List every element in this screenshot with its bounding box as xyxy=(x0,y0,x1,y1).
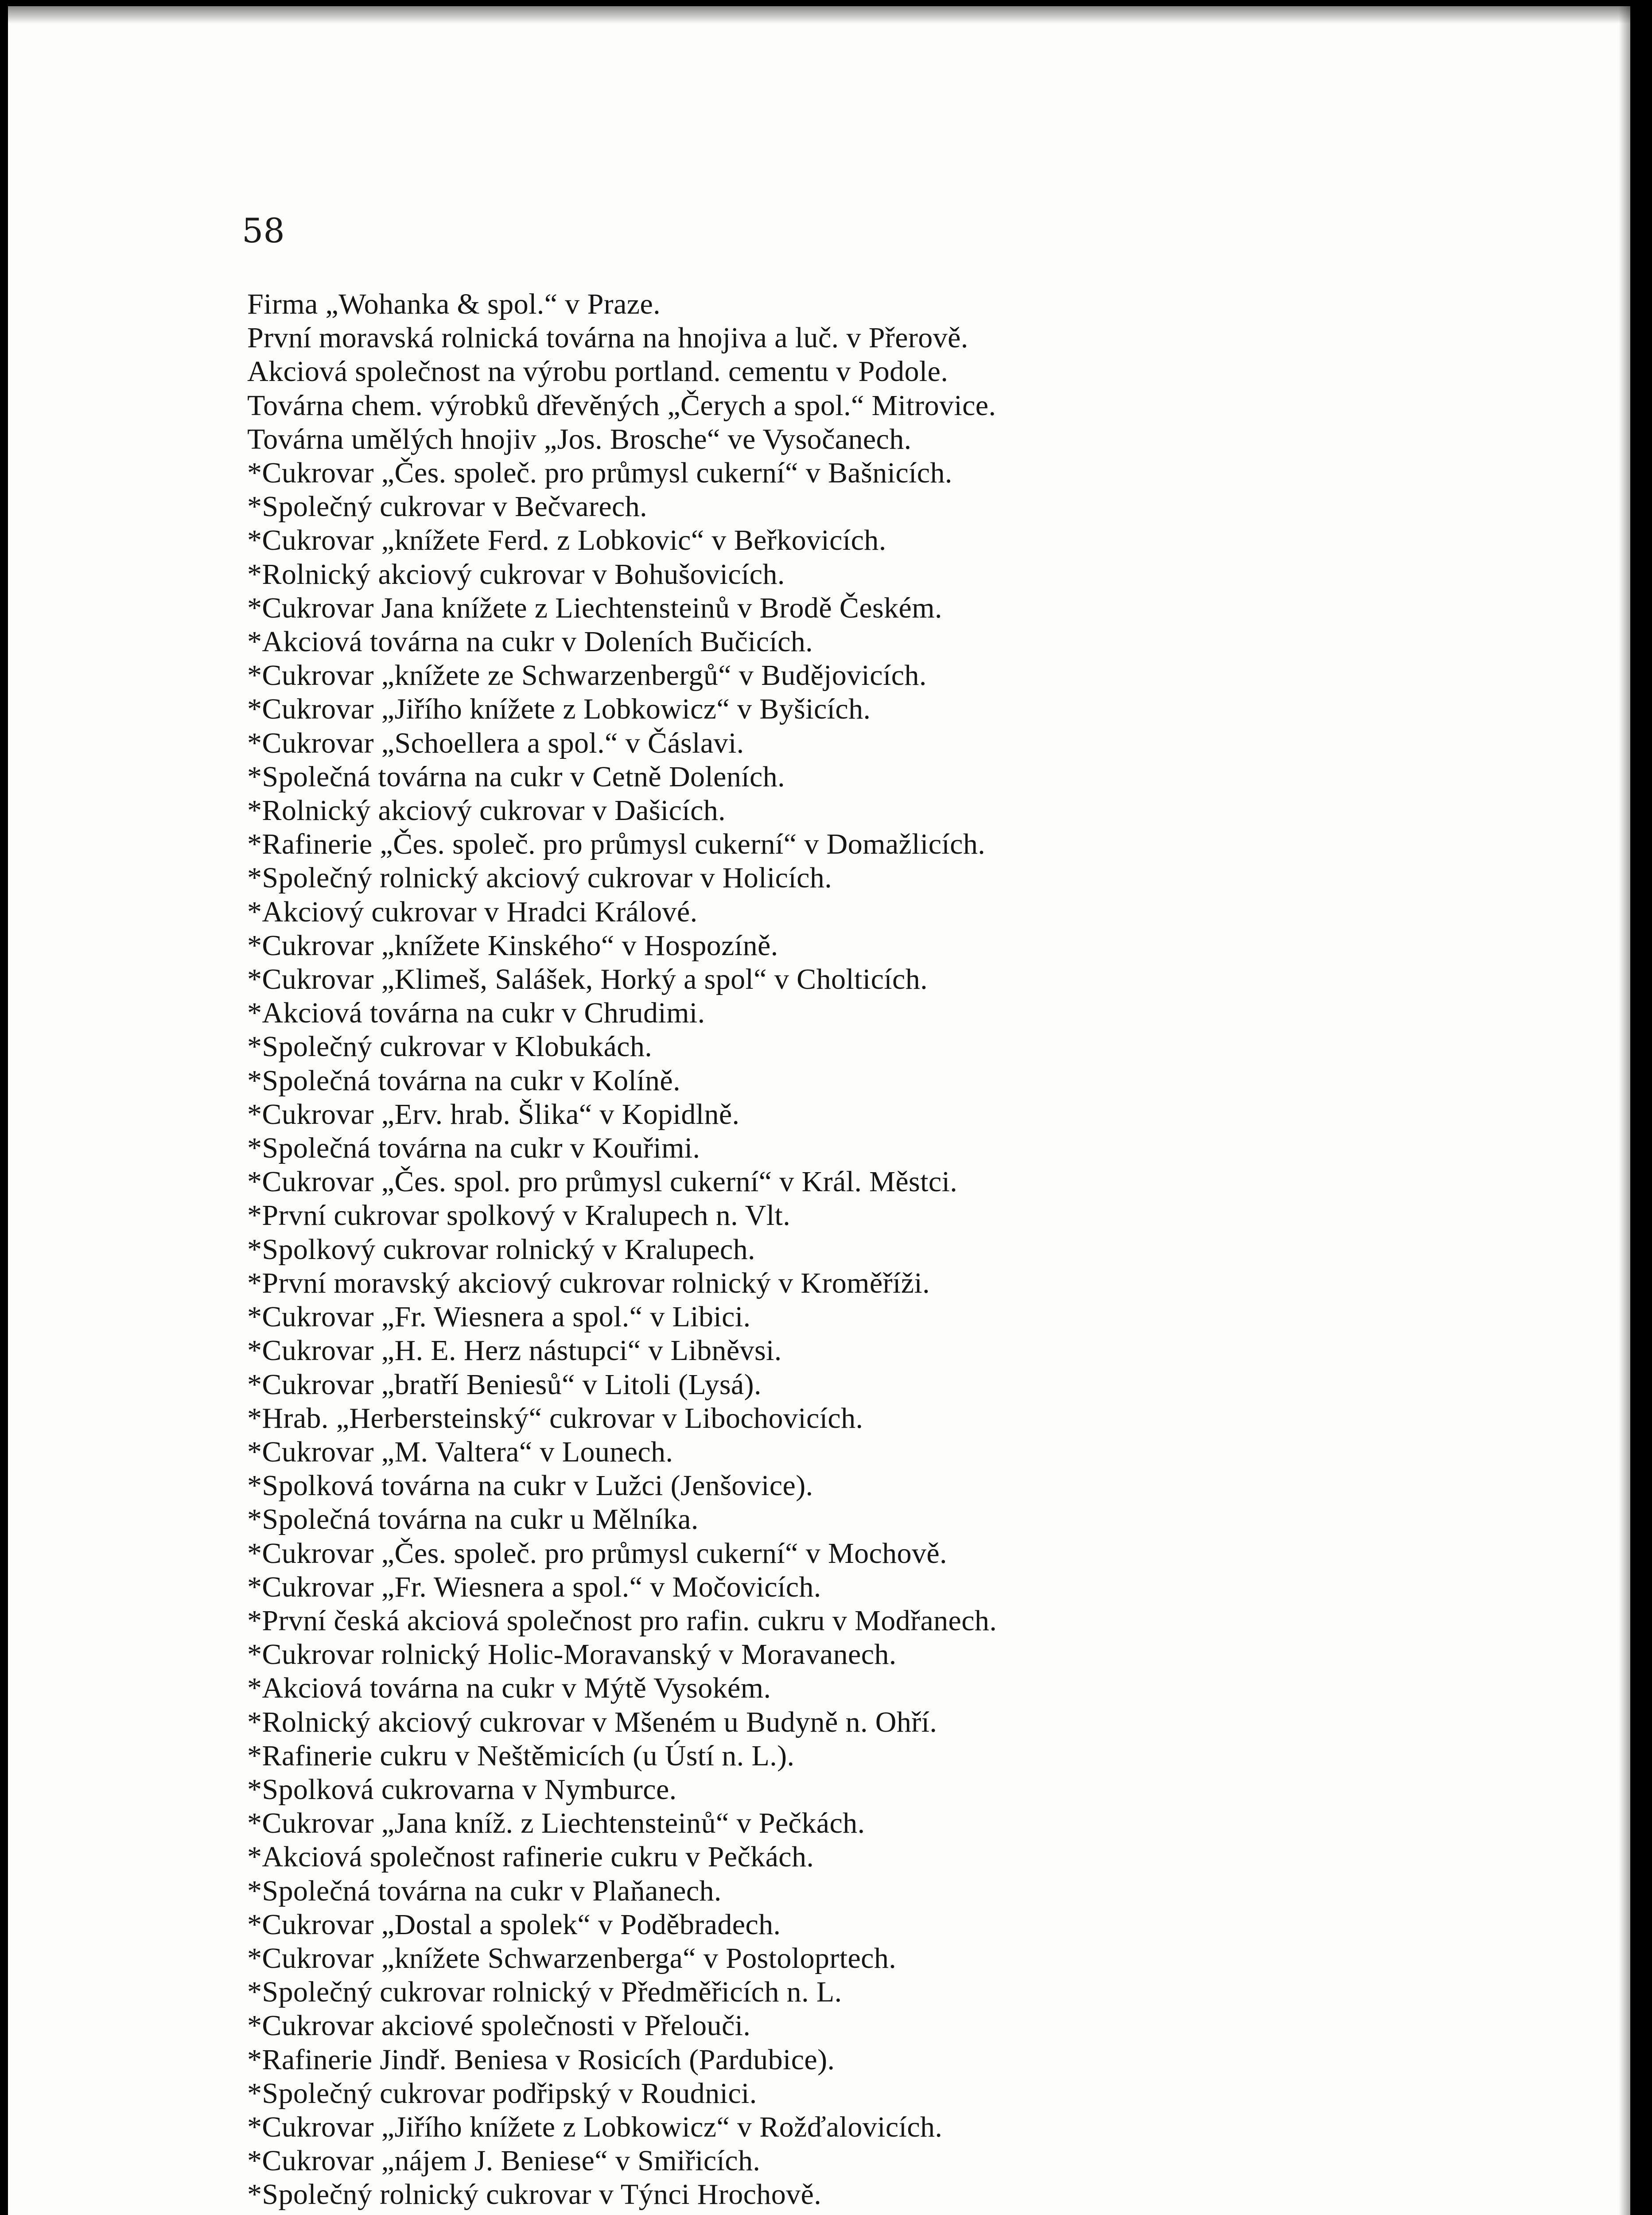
list-item: *Cukrovar „Schoellera a spol.“ v Čáslavi. xyxy=(247,727,744,759)
list-item: *Spolkový cukrovar rolnický v Kralupech. xyxy=(247,1233,755,1266)
list-item: *Společná továrna na cukr v Cetně Doleních. xyxy=(247,760,785,793)
list-item: *Cukrovar akciové společnosti v Přelouči. xyxy=(247,2009,751,2042)
list-item: *Cukrovar „M. Valtera“ v Lounech. xyxy=(247,1435,673,1468)
list-item: První moravská rolnická továrna na hnojiva a luč. v Přerově. xyxy=(247,322,968,354)
list-item: Firma „Wohanka & spol.“ v Praze. xyxy=(247,288,661,320)
list-item: *Cukrovar „Dostal a spolek“ v Poděbradech. xyxy=(247,1908,781,1941)
list-item: *Cukrovar „H. E. Herz nástupci“ v Libněvsi. xyxy=(247,1334,782,1367)
list-item: *Cukrovar „bratří Beniesů“ v Litoli (Lysá). xyxy=(247,1368,762,1401)
list-item: *Cukrovar „Klimeš, Salášek, Horký a spol“ v Cholticích. xyxy=(247,963,928,996)
list-item: *Akciová továrna na cukr v Mýtě Vysokém. xyxy=(247,1672,771,1705)
list-item: *První česká akciová společnost pro rafin. cukru v Modřanech. xyxy=(247,1604,997,1637)
list-item: *Akciová továrna na cukr v Doleních Bučicích. xyxy=(247,626,813,658)
list-item: *Cukrovar „nájem J. Beniese“ v Smiřicích. xyxy=(247,2145,761,2177)
list-item: *Společný cukrovar v Klobukách. xyxy=(247,1030,653,1063)
list-item: *Společný cukrovar rolnický v Předměřicích n. L. xyxy=(247,1976,842,2009)
list-item: *První cukrovar spolkový v Kralupech n. Vlt. xyxy=(247,1199,791,1232)
list-item: *Cukrovar „Čes. spol. pro průmysl cukerní“ v Král. Městci. xyxy=(247,1166,958,1198)
list-item: *Rafinerie „Čes. společ. pro průmysl cukerní“ v Domažlicích. xyxy=(247,828,986,861)
list-item: *Společná továrna na cukr u Mělníka. xyxy=(247,1503,699,1536)
list-item: Akciová společnost na výrobu portland. cementu v Podole. xyxy=(247,355,948,388)
list-item: *Cukrovar „Čes. společ. pro průmysl cukerní“ v Mochově. xyxy=(247,1537,947,1570)
list-item: *Spolková cukrovarna v Nymburce. xyxy=(247,1773,677,1806)
list-item: *Rolnický akciový cukrovar v Dašicích. xyxy=(247,794,726,827)
list-item: *Hrab. „Herbersteinský“ cukrovar v Libochovicích. xyxy=(247,1402,863,1434)
list-item: *Společný cukrovar v Bečvarech. xyxy=(247,490,648,523)
list-item: *Společná továrna na cukr v Kolíně. xyxy=(247,1064,681,1097)
company-list xyxy=(247,288,997,2212)
list-item: *Společný rolnický akciový cukrovar v Holicích. xyxy=(247,862,832,894)
book-page xyxy=(8,6,1630,2215)
list-item: *Rafinerie cukru v Neštěmicích (u Ústí n. L.). xyxy=(247,1739,795,1772)
list-item: *Cukrovar „knížete ze Schwarzenbergů“ v Budějovicích. xyxy=(247,659,927,692)
list-item: *Cukrovar „Čes. společ. pro průmysl cukerní“ v Bašnicích. xyxy=(247,457,952,490)
list-item: *Cukrovar „Erv. hrab. Šlika“ v Kopidlně. xyxy=(247,1098,740,1131)
list-item: Továrna chem. výrobků dřevěných „Čerych a spol.“ Mitrovice. xyxy=(247,389,996,422)
list-item: *Cukrovar „knížete Schwarzenberga“ v Postoloprtech. xyxy=(247,1942,897,1974)
list-item: *Cukrovar „knížete Ferd. z Lobkovic“ v Beřkovicích. xyxy=(247,524,886,557)
scan-edge-shadow xyxy=(1619,6,1630,2215)
list-item: *Rolnický akciový cukrovar v Bohušovicích. xyxy=(247,558,785,591)
scan-top-shadow xyxy=(8,6,1630,24)
list-item: *Spolková továrna na cukr v Lužci (Jenšovice). xyxy=(247,1469,813,1502)
list-item: *Akciová společnost rafinerie cukru v Pečkách. xyxy=(247,1841,814,1873)
list-item: *Společný cukrovar podřipský v Roudnici. xyxy=(247,2077,757,2110)
list-item: *Rafinerie Jindř. Beniesa v Rosicích (Pardubice). xyxy=(247,2043,835,2076)
list-item: *Cukrovar Jana knížete z Liechtensteinů v Brodě Českém. xyxy=(247,591,942,624)
list-item: *Cukrovar „Jiřího knížete z Lobkowicz“ v Rožďalovicích. xyxy=(247,2110,943,2143)
list-item: Továrna umělých hnojiv „Jos. Brosche“ ve Vysočanech. xyxy=(247,423,912,455)
list-item: *Cukrovar „Jiřího knížete z Lobkowicz“ v Byšicích. xyxy=(247,693,871,726)
list-item: *Společný rolnický cukrovar v Týnci Hrochově. xyxy=(247,2178,822,2211)
list-item: *Společná továrna na cukr v Kouřimi. xyxy=(247,1132,700,1165)
list-item: *První moravský akciový cukrovar rolnický v Kroměříži. xyxy=(247,1267,930,1299)
page-number: 58 xyxy=(242,211,285,250)
list-item: *Cukrovar „Jana kníž. z Liechtensteinů“ v Pečkách. xyxy=(247,1807,865,1840)
list-item: *Cukrovar „knížete Kinského“ v Hospozíně. xyxy=(247,929,778,962)
list-item: *Akciová továrna na cukr v Chrudimi. xyxy=(247,997,705,1030)
list-item: *Společná továrna na cukr v Plaňanech. xyxy=(247,1874,722,1907)
list-item: *Cukrovar „Fr. Wiesnera a spol.“ v Libici. xyxy=(247,1301,751,1333)
list-item: *Cukrovar rolnický Holic-Moravanský v Moravanech. xyxy=(247,1638,897,1671)
list-item: *Akciový cukrovar v Hradci Králové. xyxy=(247,895,698,928)
list-item: *Rolnický akciový cukrovar v Mšeném u Budyně n. Ohří. xyxy=(247,1706,937,1738)
list-item: *Cukrovar „Fr. Wiesnera a spol.“ v Močovicích. xyxy=(247,1570,821,1603)
